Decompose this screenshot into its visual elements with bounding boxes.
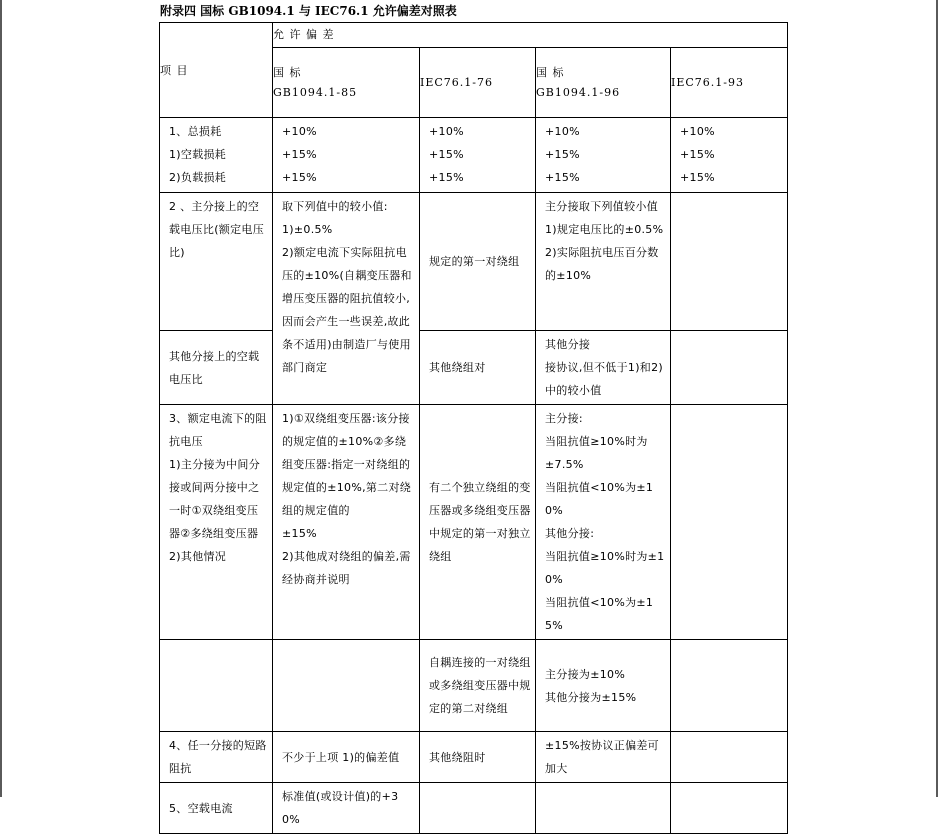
cell-gb85 [273,640,420,732]
cell-iec93 [671,783,788,834]
header-gb1094-85: 国 标 GB1094.1-85 [273,48,420,118]
cell-iec76: 其他绕组对 [420,331,536,405]
cell-gb85: 标准值(或设计值)的+30% [273,783,420,834]
cell-gb96: ±15%按协议正偏差可加大 [536,732,671,783]
header-tolerance: 允 许 偏 差 [273,23,788,48]
cell-gb96: +10% +15% +15% [536,118,671,193]
cell-iec76: 规定的第一对绕组 [420,193,536,331]
tolerance-comparison-table [159,22,788,834]
row-item-no-load-current: 5、空载电流 [160,783,273,834]
table-row [160,331,788,405]
table-row [160,405,788,640]
header-item: 项 目 [160,23,273,118]
cell-iec93 [671,193,788,331]
table-row [160,118,788,193]
cell-iec93 [671,640,788,732]
cell-iec93 [671,405,788,640]
row-item-impedance-voltage: 3、额定电流下的阻抗电压 1)主分接为中间分接或间两分接中之一时①双绕组变压器②多绕组变压器 2)其他情况 [160,405,273,640]
cell-iec93: +10% +15% +15% [671,118,788,193]
row-item-total-losses: 1、总损耗 1)空载损耗 2)负载损耗 [160,118,273,193]
table-row [160,193,788,331]
cell-gb96: 其他分接 接协议,但不低于1)和2)中的较小值 [536,331,671,405]
cell-iec76: 有二个独立绕组的变压器或多绕组变压器中规定的第一对独立绕组 [420,405,536,640]
page-right-border [936,0,938,797]
cell-iec76: +10% +15% +15% [420,118,536,193]
header-iec76-1-76: IEC76.1-76 [420,48,536,118]
cell-gb96: 主分接: 当阻抗值≥10%时为±7.5% 当阻抗值<10%为±10% 其他分接: 当阻抗值≥10%时为±10% 当阻抗值<10%为±15% [536,405,671,640]
cell-iec93 [671,331,788,405]
page-left-border [0,0,2,797]
table-header-row [160,23,788,48]
cell-gb85: 不少于上项 1)的偏差值 [273,732,420,783]
header-gb1094-96: 国 标 GB1094.1-96 [536,48,671,118]
document-title: 附录四 国标 GB1094.1 与 IEC76.1 允许偏差对照表 [160,4,457,18]
row-item-empty [160,640,273,732]
cell-iec76: 自耦连接的一对绕组或多绕组变压器中规定的第二对绕组 [420,640,536,732]
cell-gb85: +10% +15% +15% [273,118,420,193]
header-iec76-1-93: IEC76.1-93 [671,48,788,118]
row-item-main-tap-ratio: 2 、主分接上的空载电压比(额定电压比) [160,193,273,331]
cell-iec76: 其他绕阻时 [420,732,536,783]
cell-iec76 [420,783,536,834]
cell-gb96 [536,783,671,834]
cell-iec93 [671,732,788,783]
cell-gb85: 1)①双绕组变压器:该分接的规定值的±10%②多绕组变压器:指定一对绕组的规定值的±10%,第二对绕组的规定值的 ±15% 2)其他成对绕组的偏差,需经协商并说明 [273,405,420,640]
cell-gb96: 主分接为±10% 其他分接为±15% [536,640,671,732]
cell-gb96: 主分接取下列值较小值 1)规定电压比的±0.5% 2)实际阻抗电压百分数的±10% [536,193,671,331]
table-row [160,732,788,783]
cell-gb85: 取下列值中的较小值: 1)±0.5% 2)额定电流下实际阻抗电压的±10%(自耦变压器和增压变压器的阻抗值较小,因而会产生一些误差,故此条不适用)由制造厂与使用部门商定 [273,193,420,405]
table-row [160,783,788,834]
table-row [160,640,788,732]
row-item-other-tap-ratio: 其他分接上的空载电压比 [160,331,273,405]
row-item-short-circuit-impedance: 4、任一分接的短路阻抗 [160,732,273,783]
